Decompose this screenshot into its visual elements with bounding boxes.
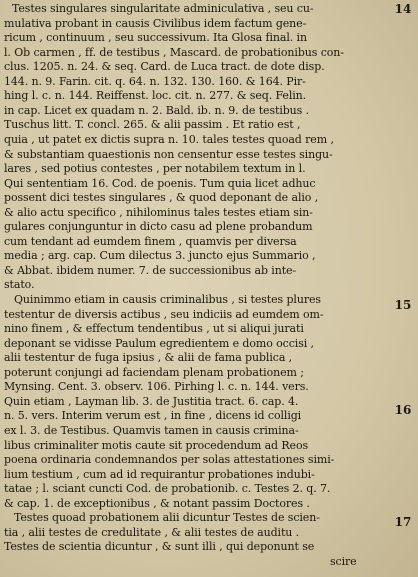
text-line: deponant se vidisse Paulum egredientem e domo occisi ,	[4, 336, 314, 350]
text-line: & cap. 1. de exceptionibus , & notant passim Doctores .	[4, 496, 310, 510]
margin-number: 16	[394, 403, 412, 417]
text-line: libus criminaliter motis caute sit procedendum ad Reos	[4, 438, 309, 452]
text-line: testentur de diversis actibus , seu indiciis ad eumdem om-	[4, 307, 324, 321]
text-line: alii testentur de fuga ipsius , & alii de fama publica ,	[4, 351, 293, 365]
margin-number: 17	[394, 515, 412, 529]
text-line: Testes de scientia dicuntur , & sunt illi , qui deponunt se	[4, 540, 315, 554]
text-line: Testes quoad probationem alii dicuntur Testes de scien-	[14, 511, 320, 525]
text-line: & Abbat. ibidem numer. 7. de successionibus ab inte-	[4, 263, 297, 277]
text-line: scire	[330, 554, 357, 568]
text-line: & substantiam quaestionis non censentur esse testes singu-	[4, 147, 333, 161]
text-line: tia , alii testes de credulitate , & alii testes de auditu .	[4, 525, 300, 539]
text-line: Quinimmo etiam in causis criminalibus , si testes plures	[14, 293, 321, 306]
text-line: ex l. 3. de Testibus. Quamvis tamen in causis crimina-	[4, 423, 299, 437]
text-line: media ; arg. cap. Cum dilectus 3. juncto ejus Summario ,	[4, 249, 316, 263]
text-line: poena ordinaria condemnandos per solas attestationes simi-	[4, 453, 335, 467]
text-line: tatae ; l. sciant cuncti Cod. de probationib. c. Testes 2. q. 7.	[4, 482, 331, 496]
text-line: clus. 1205. n. 24. & seq. Card. de Luca tract. de dote disp.	[4, 60, 325, 74]
margin-number: 15	[394, 298, 412, 312]
text-line: 144. n. 9. Farin. cit. q. 64. n. 132. 130. 160. & 164. Pir-	[4, 74, 306, 88]
text-line: in cap. Licet ex quadam n. 2. Bald. ib. n. 9. de testibus .	[4, 103, 309, 117]
text-line: ricum , continuum , seu successivum. Ita Glosa final. in	[4, 31, 307, 45]
text-line: Testes singulares singularitate adminiculativa , seu cu-	[12, 2, 314, 15]
text-line: Tuschus litt. T. concl. 265. & alii passim . Et ratio est ,	[4, 118, 301, 132]
text-line: lares , sed potius contestes , per notabilem textum in l.	[4, 162, 306, 176]
text-line: & alio actu specifico , nihilominus tales testes etiam sin-	[4, 205, 313, 219]
text-line: n. 5. vers. Interim verum est , in fine , dicens id colligi	[4, 409, 302, 423]
text-line: nino finem , & effectum tendentibus , ut si aliqui jurati	[4, 322, 304, 336]
text-line: mulativa probant in causis Civilibus idem factum gene-	[4, 16, 307, 30]
text-line: l. Ob carmen , ff. de testibus , Mascard. de probationibus con-	[4, 45, 344, 59]
text-line: hing l. c. n. 144. Reiffenst. loc. cit. n. 277. & seq. Felin.	[4, 89, 307, 103]
text-line: quia , ut patet ex dictis supra n. 10. tales testes quoad rem ,	[4, 132, 334, 146]
text-line: cum tendant ad eumdem finem , quamvis per diversa	[4, 234, 297, 248]
text-line: stato.	[4, 278, 35, 292]
text-line: poterunt conjungi ad faciendam plenam probationem ;	[4, 365, 304, 379]
text-line: possent dici testes singulares , & quod deponant de alio ,	[4, 191, 319, 205]
text-line: lium testium , cum ad id requirantur probationes indubi-	[4, 467, 315, 481]
text-line: Mynsing. Cent. 3. observ. 106. Pirhing l. c. n. 144. vers.	[4, 380, 309, 394]
text-line: Quin etiam , Layman lib. 3. de Justitia tract. 6. cap. 4.	[4, 394, 299, 408]
margin-number: 14	[394, 2, 412, 16]
text-line: Qui sententiam 16. Cod. de poenis. Tum quia licet adhuc	[4, 176, 316, 190]
text-line: gulares conjunguntur in dicto casu ad plene probandum	[4, 220, 313, 234]
